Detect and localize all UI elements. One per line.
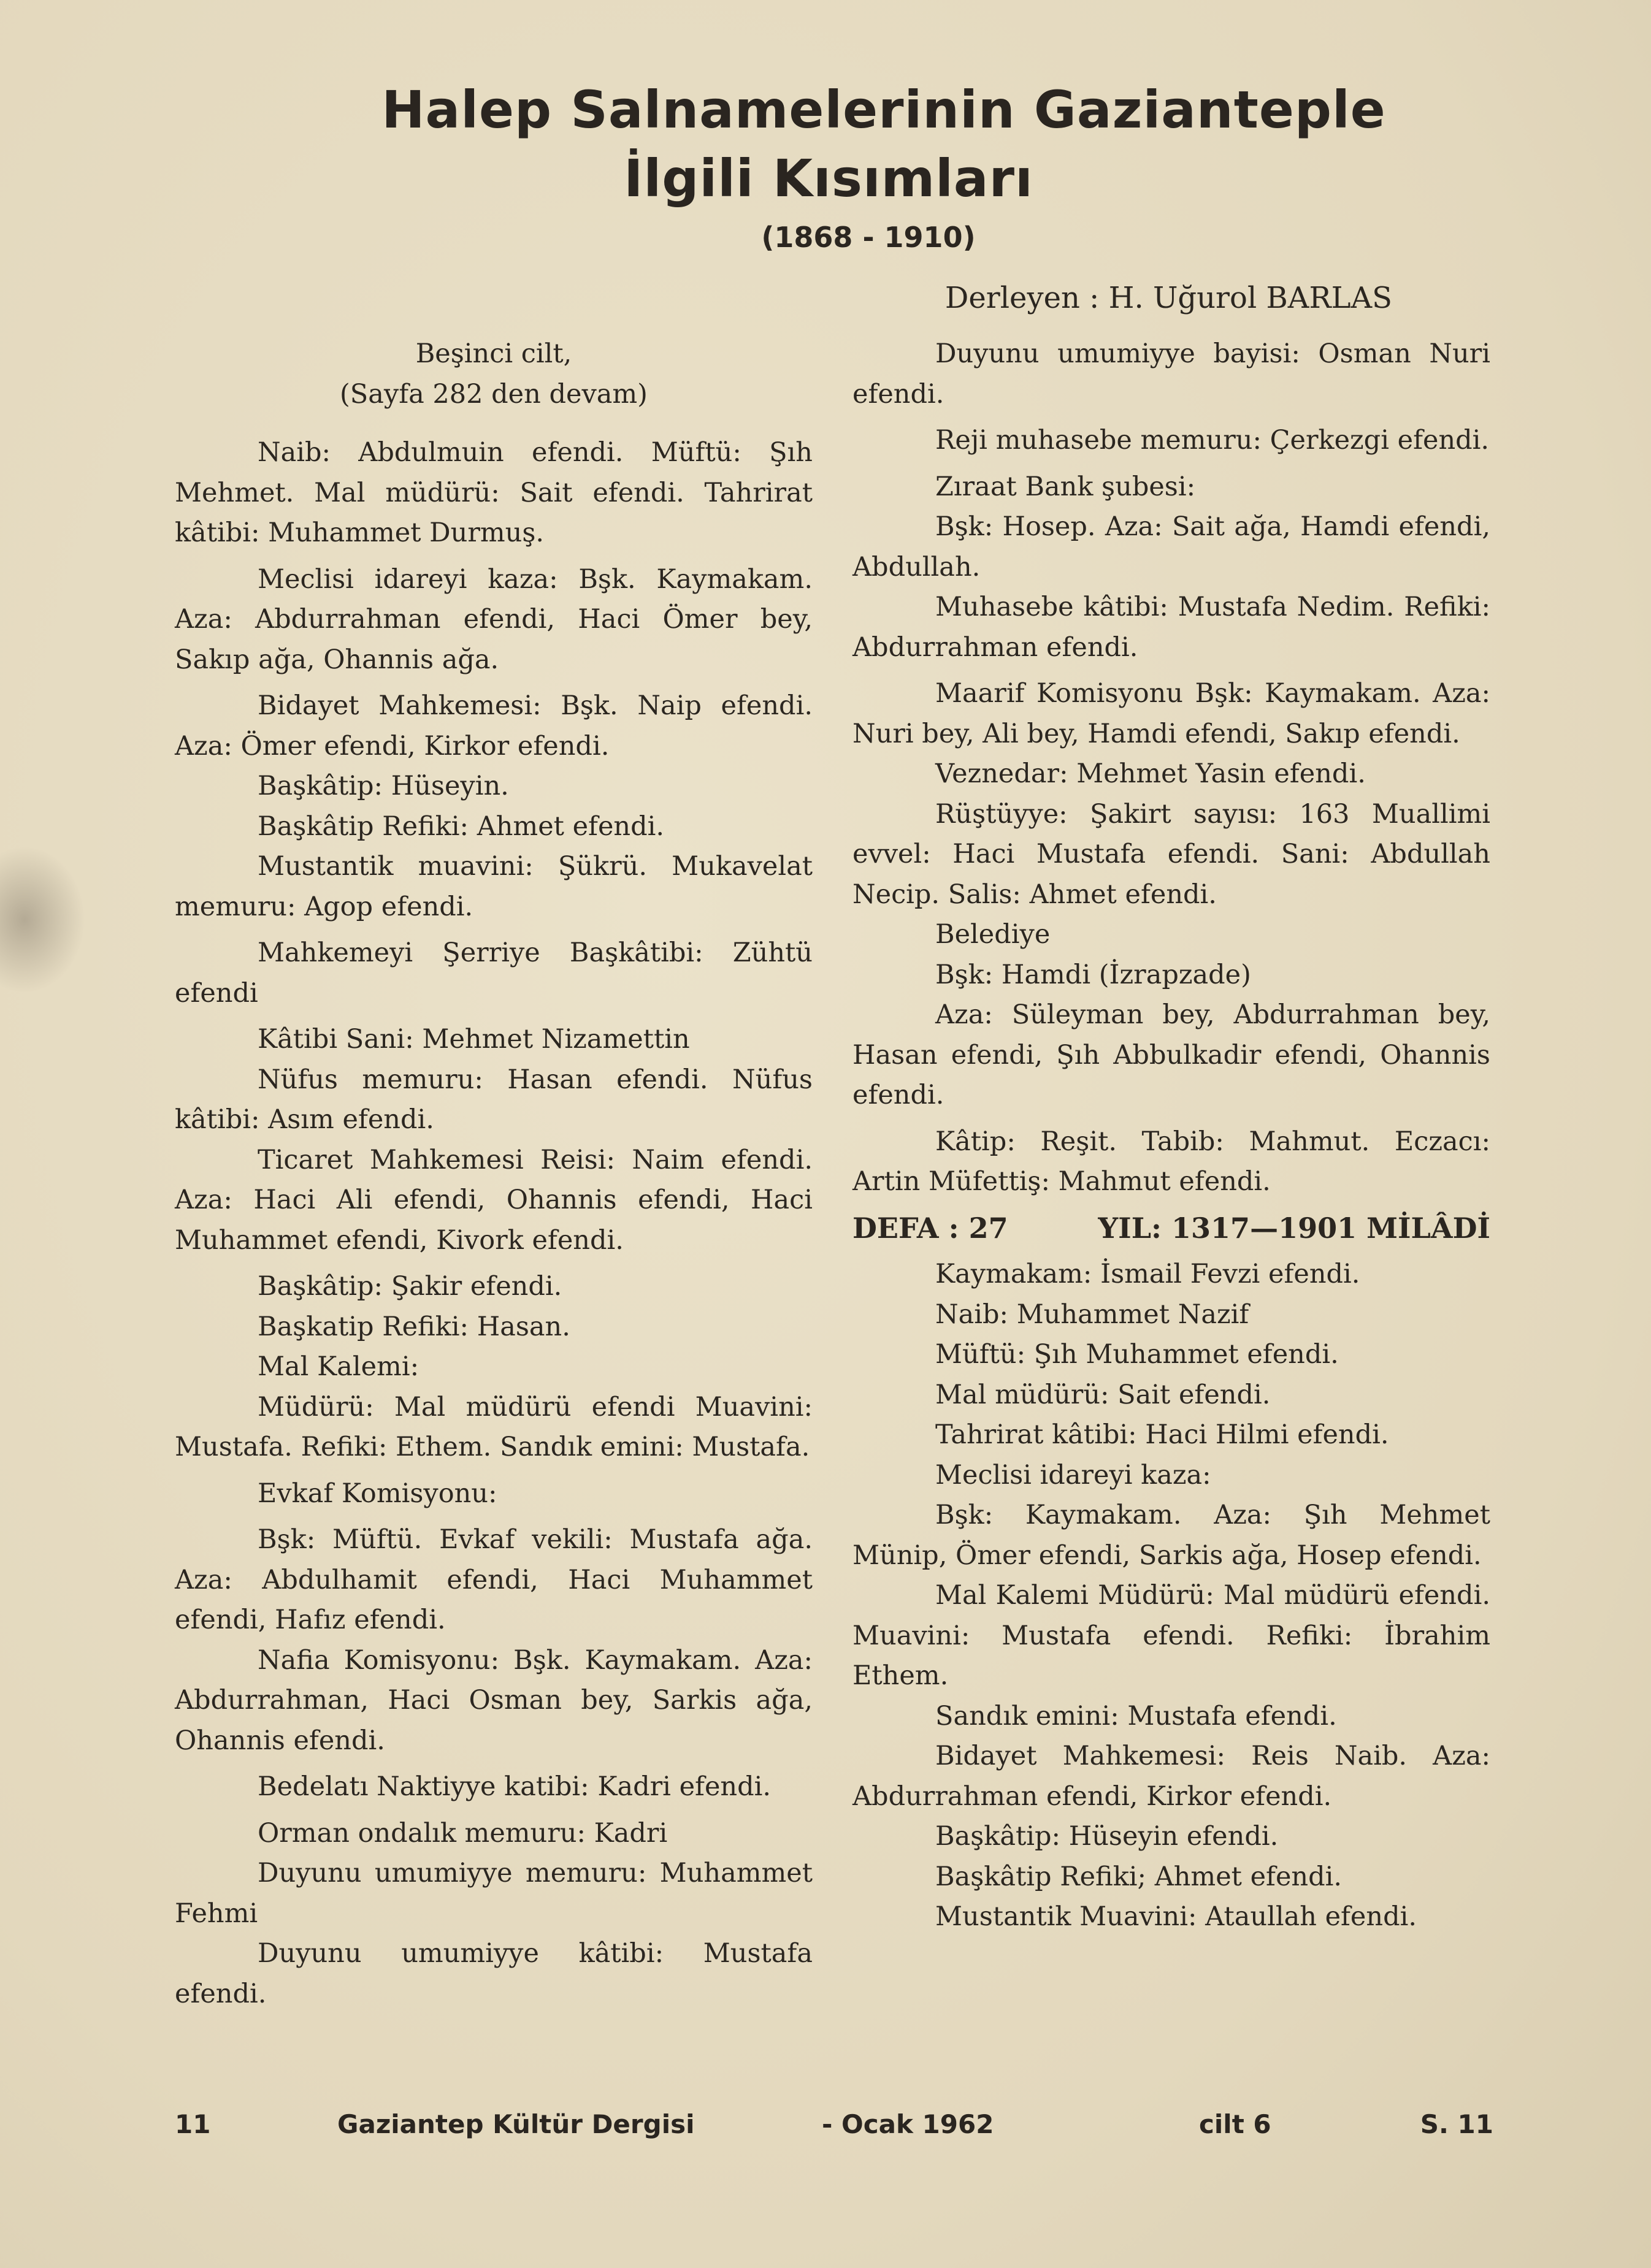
footer-page-number-right: S. 11 xyxy=(1420,2109,1493,2139)
right-paragraph: Bşk: Hosep. Aza: Sait ağa, Hamdi efendi, Abdullah. xyxy=(852,511,1490,582)
defa-year-heading xyxy=(852,1208,1490,1249)
left-paragraph: Kâtibi Sani: Mehmet Nizamettin xyxy=(258,1024,690,1055)
defa-label: DEFA : 27 xyxy=(852,1211,1008,1245)
right-paragraph: Reji muhasebe memuru: Çerkezgi efendi. xyxy=(935,425,1490,456)
left-paragraph: Mahkemeyi Şerriye Başkâtibi: Zühtü efendi xyxy=(175,937,813,1009)
compiler-credit: Derleyen : H. Uğurol BARLAS xyxy=(944,281,1392,315)
left-column xyxy=(175,334,813,2014)
left-paragraph: Duyunu umumiyye kâtibi: Mustafa efendi. xyxy=(175,1938,813,2009)
left-paragraph: Başkâtip: Şakir efendi. xyxy=(258,1271,562,1302)
right-paragraph: Mal müdürü: Sait efendi. xyxy=(935,1379,1271,1410)
left-paragraph: Evkaf Komisyonu: xyxy=(258,1478,497,1509)
right-paragraph: Veznedar: Mehmet Yasin efendi. xyxy=(935,758,1366,789)
left-paragraph: Bşk: Müftü. Evkaf vekili: Mustafa ağa. Aza: Abdulhamit efendi, Haci Muhammet efendi, Hafız efendi. xyxy=(175,1524,813,1635)
left-paragraph: Bidayet Mahkemesi: Bşk. Naip efendi. Aza: Ömer efendi, Kirkor efendi. xyxy=(175,690,813,762)
right-paragraph: Sandık emini: Mustafa efendi. xyxy=(935,1700,1337,1732)
right-paragraph: Rüştüyye: Şakirt sayısı: 163 Muallimi evvel: Haci Mustafa efendi. Sani: Abdullah Necip. Salis: Ahmet efendi. xyxy=(852,798,1490,910)
footer-issue-date: - Ocak 1962 xyxy=(822,2109,994,2139)
right-paragraph: Başkâtip Refiki; Ahmet efendi. xyxy=(935,1861,1343,1892)
right-paragraph: Mustantik Muavini: Ataullah efendi. xyxy=(935,1901,1417,1932)
left-paragraph: Orman ondalık memuru: Kadri xyxy=(258,1817,668,1849)
right-paragraph: Maarif Komisyonu Bşk: Kaymakam. Aza: Nuri bey, Ali bey, Hamdi efendi, Sakıp efendi. xyxy=(852,678,1490,749)
footer-page-number-left: 11 xyxy=(175,2109,211,2139)
right-paragraph: Naib: Muhammet Nazif xyxy=(935,1299,1249,1330)
right-paragraph: Bşk: Kaymakam. Aza: Şıh Mehmet Münip, Ömer efendi, Sarkis ağa, Hosep efendi. xyxy=(852,1500,1490,1571)
left-paragraph: Başkâtip Refiki: Ahmet efendi. xyxy=(258,811,665,842)
left-paragraph: Bedelatı Naktiyye katibi: Kadri efendi. xyxy=(258,1771,772,1802)
article-title-line1: Halep Salnamelerinin Gazianteple xyxy=(381,80,1386,140)
left-paragraph: Ticaret Mahkemesi Reisi: Naim efendi. Aza: Haci Ali efendi, Ohannis efendi, Haci Muhammet efendi, Kivork efendi. xyxy=(175,1144,813,1256)
footer-volume: cilt 6 xyxy=(1199,2109,1271,2139)
left-paragraph: Nüfus memuru: Hasan efendi. Nüfus kâtibi: Asım efendi. xyxy=(175,1064,813,1135)
left-paragraph: Naib: Abdulmuin efendi. Müftü: Şıh Mehmet. Mal müdürü: Sait efendi. Tahrirat kâtibi: Muhammet Durmuş. xyxy=(175,437,813,548)
continuation-note: (Sayfa 282 den devam) xyxy=(340,378,648,410)
right-paragraph: Müftü: Şıh Muhammet efendi. xyxy=(935,1339,1339,1370)
right-paragraph: Meclisi idareyi kaza: xyxy=(935,1459,1211,1491)
right-paragraph: Aza: Süleyman bey, Abdurrahman bey, Hasan efendi, Şıh Abbulkadir efendi, Ohannis efendi. xyxy=(852,999,1490,1110)
year-label: YIL: 1317—1901 MİLÂDİ xyxy=(1098,1211,1490,1245)
left-paragraph: Müdürü: Mal müdürü efendi Muavini: Mustafa. Refiki: Ethem. Sandık emini: Mustafa. xyxy=(175,1391,813,1462)
left-paragraph: Meclisi idareyi kaza: Bşk. Kaymakam. Aza: Abdurrahman efendi, Haci Ömer bey, Sakıp ağa, Ohannis ağa. xyxy=(175,563,813,675)
left-paragraph: Nafia Komisyonu: Bşk. Kaymakam. Aza: Abdurrahman, Haci Osman bey, Sarkis ağa, Ohannis efendi. xyxy=(175,1644,813,1756)
right-paragraph: Zıraat Bank şubesi: xyxy=(935,471,1196,502)
left-paragraph: Başkâtip: Hüseyin. xyxy=(258,771,509,801)
left-paragraph: Başkatip Refiki: Hasan. xyxy=(258,1311,570,1342)
article-title-line2: İlgili Kısımları xyxy=(624,148,1033,208)
right-paragraph: Bşk: Hamdi (İzrapzade) xyxy=(935,959,1251,990)
paper-stain xyxy=(0,846,86,993)
right-paragraph: Kaymakam: İsmail Fevzi efendi. xyxy=(935,1259,1360,1289)
left-paragraph: Mustantik muavini: Şükrü. Mukavelat memuru: Agop efendi. xyxy=(175,851,813,922)
left-paragraph: Duyunu umumiyye memuru: Muhammet Fehmi xyxy=(175,1858,813,1929)
right-paragraph: Mal Kalemi Müdürü: Mal müdürü efendi. Muavini: Mustafa efendi. Refiki: İbrahim Ethem. xyxy=(852,1580,1490,1691)
right-paragraph: Tahrirat kâtibi: Haci Hilmi efendi. xyxy=(935,1419,1389,1450)
left-paragraph: Mal Kalemi: xyxy=(258,1351,419,1382)
right-paragraph: Bidayet Mahkemesi: Reis Naib. Aza: Abdurrahman efendi, Kirkor efendi. xyxy=(852,1741,1490,1812)
article-years: (1868 - 1910) xyxy=(761,221,976,254)
page-footer xyxy=(175,2109,1493,2152)
right-paragraph: Başkâtip: Hüseyin efendi. xyxy=(935,1821,1279,1852)
right-column xyxy=(852,334,1490,1938)
right-paragraph: Belediye xyxy=(935,919,1051,950)
footer-journal-name: Gaziantep Kültür Dergisi xyxy=(337,2109,695,2139)
right-paragraph: Muhasebe kâtibi: Mustafa Nedim. Refiki: Abdurrahman efendi. xyxy=(852,592,1490,663)
right-paragraph: Duyunu umumiyye bayisi: Osman Nuri efendi. xyxy=(852,338,1490,410)
volume-heading: Beşinci cilt, xyxy=(415,338,572,369)
right-paragraph: Kâtip: Reşit. Tabib: Mahmut. Eczacı: Artin Müfettiş: Mahmut efendi. xyxy=(852,1126,1490,1197)
